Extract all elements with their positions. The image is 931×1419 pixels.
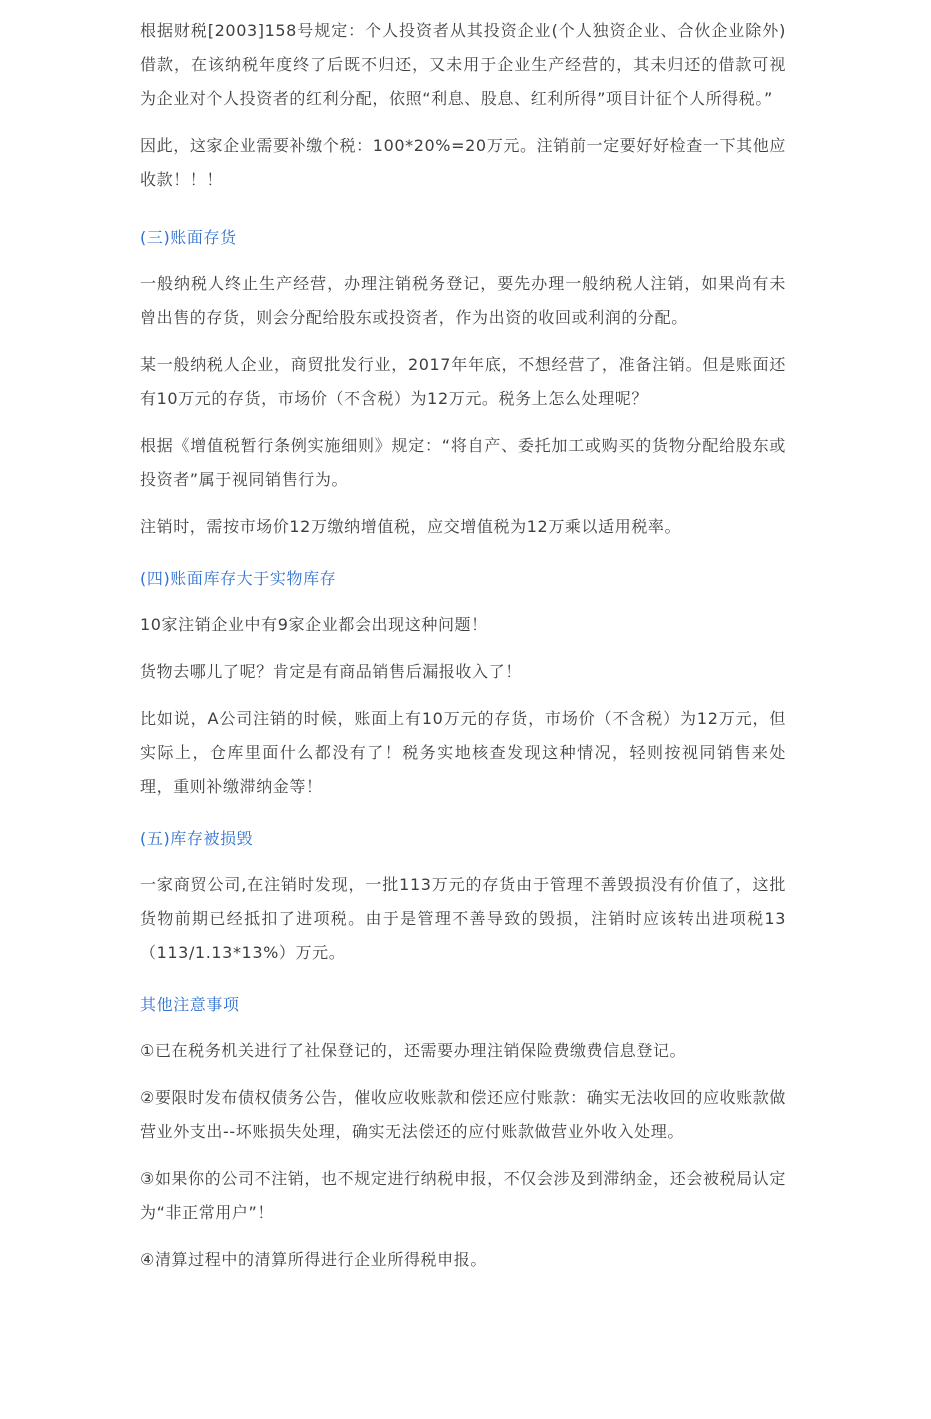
list-item: ③如果你的公司不注销，也不规定进行纳税申报，不仅会涉及到滞纳金，还会被税局认定为“非正常用户”！: [140, 1169, 786, 1222]
paragraph: 比如说，A公司注销的时候，账面上有10万元的存货，市场价（不含税）为12万元，但实际上，仓库里面什么都没有了！税务实地核查发现这种情况，轻则按视同销售来处理，重则补缴滞纳金等！: [140, 709, 786, 796]
paragraph: 根据《增值税暂行条例实施细则》规定：“将自产、委托加工或购买的货物分配给股东或投资者”属于视同销售行为。: [140, 436, 786, 489]
paragraph: 10家注销企业中有9家企业都会出现这种问题！: [140, 615, 488, 634]
paragraph: 一般纳税人终止生产经营，办理注销税务登记，要先办理一般纳税人注销，如果尚有未曾出售的存货，则会分配给股东或投资者，作为出资的收回或利润的分配。: [140, 274, 786, 327]
section-heading-book-over-physical: (四)账面库存大于实物库存: [140, 569, 337, 588]
paragraph: 货物去哪儿了呢？肯定是有商品销售后漏报收入了！: [140, 662, 522, 681]
list-item: ②要限时发布债权债务公告，催收应收账款和偿还应付账款：确实无法收回的应收账款做营业外支出--坏账损失处理，确实无法偿还的应付账款做营业外收入处理。: [140, 1088, 786, 1141]
section-heading-inventory: (三)账面存货: [140, 228, 237, 247]
list-item: ④清算过程中的清算所得进行企业所得税申报。: [140, 1250, 487, 1269]
paragraph: 一家商贸公司,在注销时发现，一批113万元的存货由于管理不善毁损没有价值了，这批货物前期已经抵扣了进项税。由于是管理不善导致的毁损，注销时应该转出进项税13（113/1.13*13%）万元。: [140, 875, 786, 962]
article-body: [140, 14, 786, 1290]
paragraph: 根据财税[2003]158号规定：个人投资者从其投资企业(个人独资企业、合伙企业除外)借款，在该纳税年度终了后既不归还，又未用于企业生产经营的，其未归还的借款可视为企业对个人投资者的红利分配，依照“利息、股息、红利所得”项目计征个人所得税。”: [140, 21, 786, 108]
section-heading-damaged-inventory: (五)库存被损毁: [140, 829, 254, 848]
section-heading-other-notes: 其他注意事项: [140, 995, 240, 1014]
paragraph: 注销时，需按市场价12万缴纳增值税，应交增值税为12万乘以适用税率。: [140, 517, 682, 536]
paragraph: 某一般纳税人企业，商贸批发行业，2017年年底，不想经营了，准备注销。但是账面还有10万元的存货，市场价（不含税）为12万元。税务上怎么处理呢？: [140, 355, 786, 408]
paragraph: 因此，这家企业需要补缴个税：100*20%=20万元。注销前一定要好好检查一下其他应收款！！！: [140, 136, 786, 189]
list-item: ①已在税务机关进行了社保登记的，还需要办理注销保险费缴费信息登记。: [140, 1041, 687, 1060]
